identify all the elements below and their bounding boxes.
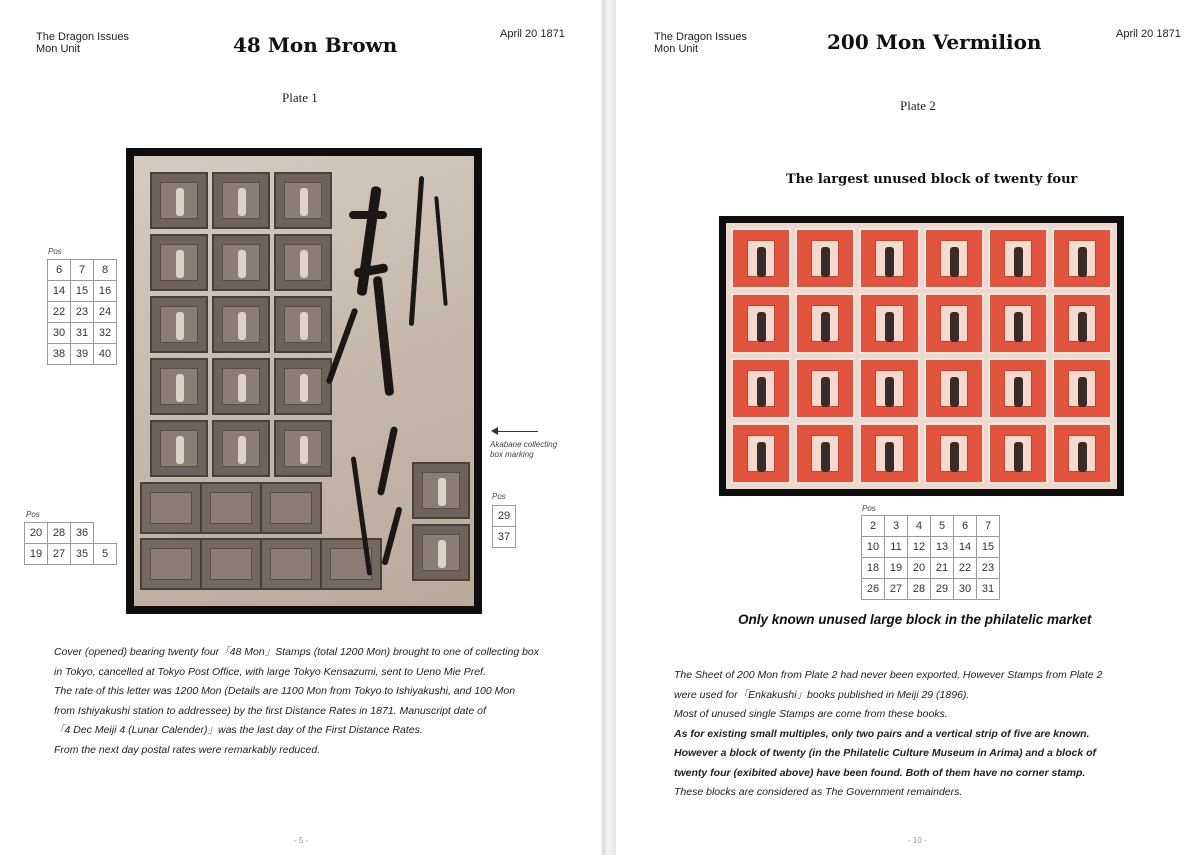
- stamp: [320, 538, 382, 590]
- position-row: [862, 579, 1000, 600]
- position-cell: 12: [908, 537, 931, 558]
- position-cell: 30: [48, 323, 71, 344]
- description-line-bold: As for existing small multiples, only two pairs and a vertical strip of five are known.: [674, 727, 1090, 740]
- stamp: [412, 524, 470, 581]
- vermilion-stamp: [731, 358, 791, 419]
- position-row: [48, 302, 117, 323]
- position-cell: 18: [862, 558, 885, 579]
- cover-photo: [126, 148, 482, 614]
- description-line: Cover (opened) bearing twenty four「48 Mon」Stamps (total 1200 Mon) brought to one of collecting box: [54, 646, 540, 658]
- vermilion-stamp: [1052, 228, 1112, 289]
- position-table-side: [492, 505, 516, 548]
- description-line: were used for「Enkakushi」books published in Meiji 29 (1896).: [674, 688, 970, 701]
- stamp: [274, 358, 332, 415]
- stamp: [212, 358, 270, 415]
- stamp: [212, 296, 270, 353]
- calligraphy: [349, 211, 387, 219]
- position-row: [25, 544, 117, 565]
- stamp: [212, 234, 270, 291]
- stamp: [140, 538, 202, 590]
- position-cell: 11: [885, 537, 908, 558]
- stamp: [274, 296, 332, 353]
- vermilion-stamp: [859, 228, 919, 289]
- vermilion-stamp: [795, 228, 855, 289]
- page-number: - 5 -: [294, 836, 309, 845]
- calligraphy: [377, 426, 398, 496]
- position-cell: 20: [25, 523, 48, 544]
- position-cell: 39: [71, 344, 94, 365]
- issue-date: April 20 1871: [500, 28, 565, 40]
- stamp: [260, 538, 322, 590]
- calligraphy: [373, 276, 394, 396]
- marking-note: Akabane collecting box marking: [490, 440, 558, 459]
- vermilion-stamp: [795, 423, 855, 484]
- vermilion-stamp: [1052, 423, 1112, 484]
- vermilion-stamp: [988, 228, 1048, 289]
- description-line: 「4 Dec Meiji 4 (Lunar Calender)」was the last day of the First Distance Rates.: [54, 724, 423, 736]
- vermilion-stamp: [988, 423, 1048, 484]
- stamp: [140, 482, 202, 534]
- position-cell: 27: [885, 579, 908, 600]
- pos-label: Pos: [26, 510, 40, 519]
- vermilion-stamp: [988, 293, 1048, 354]
- stamp-block: [726, 223, 1117, 489]
- vermilion-stamp: [859, 358, 919, 419]
- position-cell: 30: [954, 579, 977, 600]
- stamp: [412, 462, 470, 519]
- position-cell: 24: [94, 302, 117, 323]
- stamp: [274, 172, 332, 229]
- position-cell: 13: [931, 537, 954, 558]
- position-cell: 35: [71, 544, 94, 565]
- series-name: The Dragon Issues: [36, 31, 129, 43]
- calligraphy: [353, 263, 388, 278]
- pos-label: Pos: [492, 492, 506, 501]
- position-cell: 14: [48, 281, 71, 302]
- stamp: [274, 234, 332, 291]
- description-line: in Tokyo, cancelled at Tokyo Post Office, with large Tokyo Kensazumi, sent to Ueno Mie Pref.: [54, 665, 486, 678]
- vermilion-stamp: [924, 293, 984, 354]
- highlight-caption: Only known unused large block in the philatelic market: [738, 612, 1092, 627]
- position-cell: 22: [48, 302, 71, 323]
- series-name: The Dragon Issues: [654, 31, 747, 43]
- position-table: [861, 515, 1000, 600]
- position-row: [48, 344, 117, 365]
- calligraphy: [434, 196, 448, 306]
- cover-paper: [134, 156, 474, 606]
- right-page: [616, 0, 1200, 855]
- description-line: from Ishiyakushi station to addressee) by the first Distance Rates in 1871. Manuscript date of: [54, 704, 486, 717]
- page-title: 200 Mon Vermilion: [827, 30, 1042, 54]
- book-gutter: [602, 0, 616, 855]
- series-header: [654, 31, 747, 55]
- description-line-bold: twenty four (exibited above) have been found. Both of them have no corner stamp.: [674, 766, 1086, 779]
- description-line: These blocks are considered as The Government remainders.: [674, 786, 963, 798]
- vermilion-stamp: [924, 228, 984, 289]
- position-cell: 31: [977, 579, 1000, 600]
- vermilion-stamp: [988, 358, 1048, 419]
- page-number: - 10 -: [908, 836, 927, 845]
- vermilion-stamp: [859, 423, 919, 484]
- vermilion-stamp: [1052, 358, 1112, 419]
- description-line: The rate of this letter was 1200 Mon (Details are 1100 Mon from Tokyo to Ishiyakushi, and 100 Mon: [54, 685, 516, 697]
- position-cell: 37: [493, 527, 516, 548]
- position-cell: 7: [71, 260, 94, 281]
- stamp: [150, 172, 208, 229]
- position-cell: 20: [908, 558, 931, 579]
- position-table-top: [47, 259, 117, 365]
- calligraphy: [381, 506, 402, 566]
- issue-date: April 20 1871: [1116, 28, 1181, 40]
- position-cell: 36: [71, 523, 94, 544]
- vermilion-stamp: [795, 358, 855, 419]
- position-cell: 5: [931, 516, 954, 537]
- position-cell: 3: [885, 516, 908, 537]
- position-cell: 6: [48, 260, 71, 281]
- position-row: [862, 516, 1000, 537]
- position-row: [493, 527, 516, 548]
- calligraphy: [409, 176, 424, 326]
- position-cell: 23: [71, 302, 94, 323]
- stamp: [150, 358, 208, 415]
- plate-label: Plate 1: [282, 90, 318, 105]
- description-text: [674, 666, 1102, 803]
- stamp: [212, 420, 270, 477]
- position-cell: 21: [931, 558, 954, 579]
- vermilion-stamp: [731, 228, 791, 289]
- vermilion-stamp: [731, 423, 791, 484]
- pos-label: Pos: [48, 247, 62, 256]
- position-cell: 2: [862, 516, 885, 537]
- position-row: [48, 323, 117, 344]
- position-cell: 40: [94, 344, 117, 365]
- position-row: [493, 506, 516, 527]
- position-cell: 28: [908, 579, 931, 600]
- position-table-bottom: [24, 522, 117, 565]
- pos-label: Pos: [862, 504, 876, 513]
- position-cell: 6: [954, 516, 977, 537]
- position-cell: 10: [862, 537, 885, 558]
- plate-label: Plate 2: [900, 98, 936, 113]
- position-cell: 19: [885, 558, 908, 579]
- arrow-line: [496, 431, 538, 432]
- position-cell: 4: [908, 516, 931, 537]
- vermilion-stamp: [859, 293, 919, 354]
- stamp: [200, 482, 262, 534]
- position-row: [48, 260, 117, 281]
- position-cell: 14: [954, 537, 977, 558]
- position-cell: 28: [48, 523, 71, 544]
- position-cell: 32: [94, 323, 117, 344]
- stamp: [150, 234, 208, 291]
- stamp: [212, 172, 270, 229]
- position-cell: 23: [977, 558, 1000, 579]
- stamp: [200, 538, 262, 590]
- stamp: [150, 420, 208, 477]
- position-cell: 7: [977, 516, 1000, 537]
- position-cell: 15: [977, 537, 1000, 558]
- position-cell: [94, 523, 117, 544]
- position-cell: 19: [25, 544, 48, 565]
- description-line: From the next day postal rates were remarkably reduced.: [54, 743, 321, 756]
- vermilion-stamp: [924, 423, 984, 484]
- position-cell: 5: [94, 544, 117, 565]
- description-line: The Sheet of 200 Mon from Plate 2 had never been exported, However Stamps from Plate 2: [674, 669, 1103, 681]
- vermilion-stamp: [924, 358, 984, 419]
- stamp: [274, 420, 332, 477]
- stamp: [150, 296, 208, 353]
- block-photo: [719, 216, 1124, 496]
- description-line-bold: However a block of twenty (in the Philatelic Culture Museum in Arima) and a block of: [674, 747, 1097, 759]
- description-line: Most of unused single Stamps are come from these books.: [674, 708, 948, 720]
- description-text: [54, 643, 539, 760]
- position-row: [862, 537, 1000, 558]
- position-cell: 27: [48, 544, 71, 565]
- block-caption: The largest unused block of twenty four: [786, 172, 1078, 187]
- series-unit: Mon Unit: [36, 43, 81, 55]
- series-header: [36, 31, 129, 55]
- position-cell: 38: [48, 344, 71, 365]
- position-cell: 22: [954, 558, 977, 579]
- position-cell: 26: [862, 579, 885, 600]
- position-cell: 29: [931, 579, 954, 600]
- position-cell: 29: [493, 506, 516, 527]
- vermilion-stamp: [731, 293, 791, 354]
- vermilion-stamp: [795, 293, 855, 354]
- position-cell: 31: [71, 323, 94, 344]
- position-row: [862, 558, 1000, 579]
- series-unit: Mon Unit: [654, 43, 699, 55]
- position-cell: 8: [94, 260, 117, 281]
- page-title: 48 Mon Brown: [233, 33, 398, 57]
- position-cell: 15: [71, 281, 94, 302]
- position-row: [25, 523, 117, 544]
- vermilion-stamp: [1052, 293, 1112, 354]
- stamp: [260, 482, 322, 534]
- position-cell: 16: [94, 281, 117, 302]
- position-row: [48, 281, 117, 302]
